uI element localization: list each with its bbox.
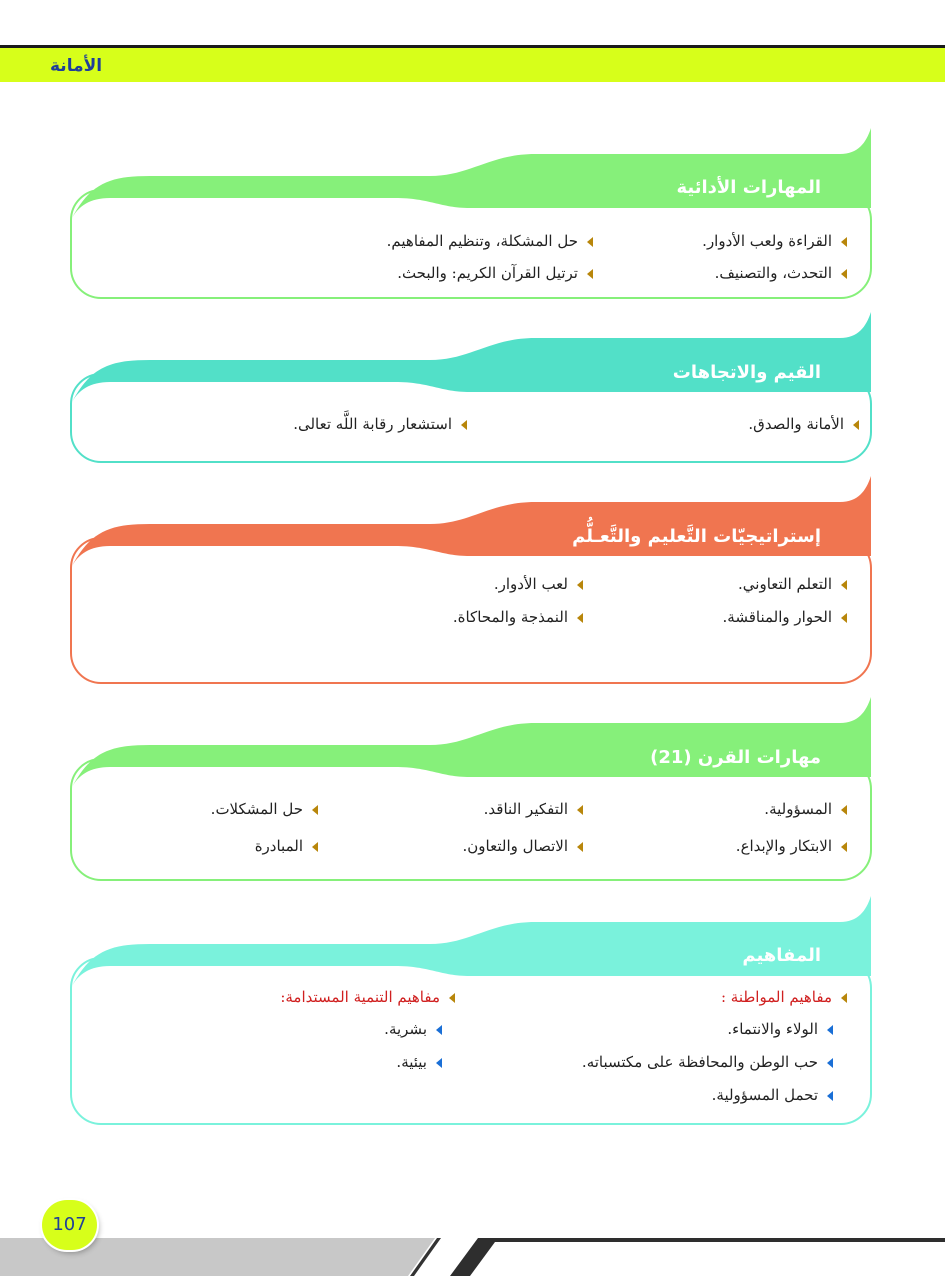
bullet-icon [577,613,583,623]
section-title: المهارات الأدائية [676,177,821,198]
bullet-icon [841,993,847,1003]
bullet-icon [587,237,593,247]
list-item: القراءة ولعب الأدوار. [702,232,847,250]
list-item: حب الوطن والمحافظة على مكتسباته. [582,1053,833,1071]
bullet-icon [587,269,593,279]
list-item: الحوار والمناقشة. [723,608,847,626]
section-21st-century-skills [0,697,945,885]
list-item: المسؤولية. [764,800,847,818]
list-item: ترتيل القرآن الكريم: والبحث. [397,264,593,282]
section-frame [0,312,945,467]
section-performance-skills [0,128,945,303]
section-teaching-strategies [0,476,945,688]
bullet-icon [841,269,847,279]
concept-heading-citizenship: مفاهيم المواطنة : [721,988,847,1006]
list-item: الابتكار والإبداع. [736,837,847,855]
bullet-icon [577,842,583,852]
bullet-icon [841,237,847,247]
bullet-icon [436,1058,442,1068]
section-title: مهارات القرن (21) [650,747,821,768]
bullet-icon [312,842,318,852]
concept-heading-sustainability: مفاهيم التنمية المستدامة: [280,988,455,1006]
list-item: المبادرة [255,837,318,855]
list-item: الأمانة والصدق. [748,415,859,433]
list-item: بيئية. [396,1053,442,1071]
lesson-title: الأمانة [50,56,103,76]
list-item: الولاء والانتماء. [727,1020,833,1038]
bullet-icon [827,1025,833,1035]
list-item: النمذجة والمحاكاة. [453,608,583,626]
header-bar [0,48,945,82]
section-title: القيم والاتجاهات [672,362,821,383]
section-frame [0,697,945,885]
list-item: استشعار رقابة اللَّه تعالى. [293,415,467,433]
bullet-icon [841,580,847,590]
list-item: التفكير الناقد. [484,800,583,818]
bullet-icon [841,805,847,815]
list-item: الاتصال والتعاون. [463,837,583,855]
footer-stripes [0,1238,945,1276]
bullet-icon [853,420,859,430]
bullet-icon [841,613,847,623]
bullet-icon [827,1058,833,1068]
section-values-attitudes [0,312,945,467]
list-item: لعب الأدوار. [494,575,583,593]
page-number: 107 [42,1200,97,1250]
bullet-icon [841,842,847,852]
bullet-icon [312,805,318,815]
section-title: إستراتيجيّات التَّعليم والتَّعـلُّم [572,526,821,547]
list-item: حل المشكلات. [211,800,318,818]
list-item: حل المشكلة، وتنظيم المفاهيم. [387,232,593,250]
list-item: بشرية. [384,1020,442,1038]
list-item: التعلم التعاوني. [738,575,847,593]
bullet-icon [436,1025,442,1035]
list-item: التحدث، والتصنيف. [715,264,847,282]
bullet-icon [449,993,455,1003]
bullet-icon [461,420,467,430]
list-item: تحمل المسؤولية. [712,1086,833,1104]
bullet-icon [577,805,583,815]
bullet-icon [827,1091,833,1101]
section-title: المفاهيم [742,945,821,966]
bullet-icon [577,580,583,590]
section-concepts [0,896,945,1131]
